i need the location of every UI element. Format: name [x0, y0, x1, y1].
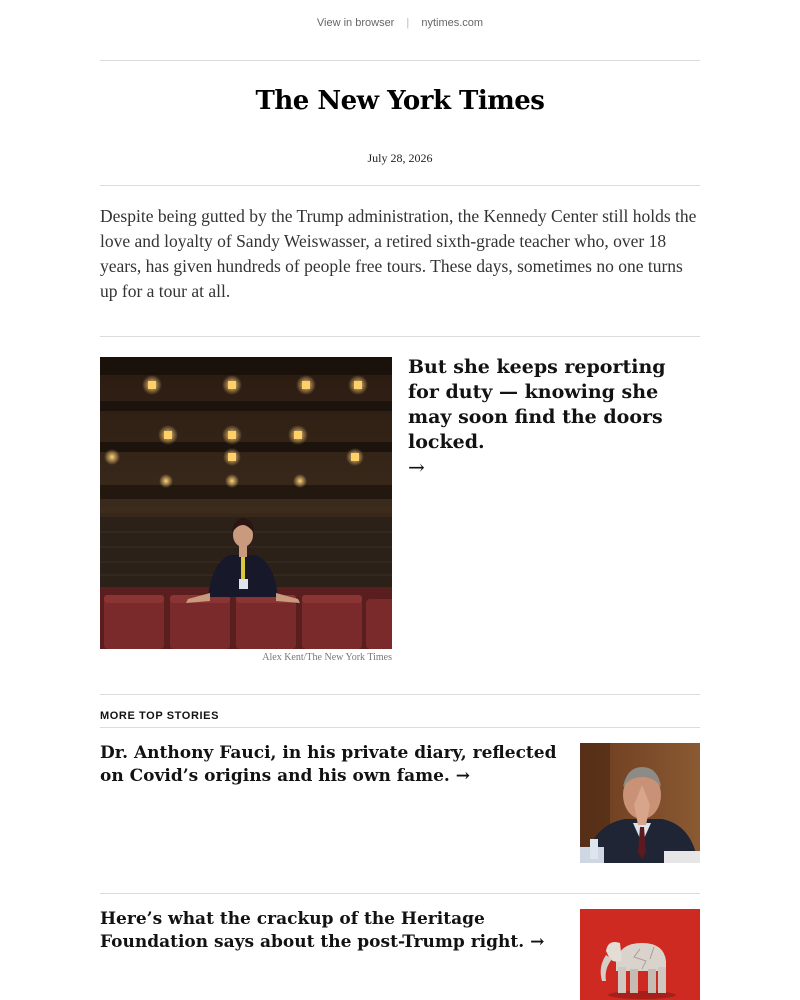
top-bar-separator: |: [406, 17, 410, 29]
divider: [100, 336, 700, 337]
section-label: MORE TOP STORIES: [100, 710, 220, 722]
story-headline: Dr. Anthony Fauci, in his private diary, reflected on Covid’s origins and his own fame.: [100, 743, 557, 786]
divider: [100, 893, 700, 894]
theater-photo-illustration: [100, 357, 392, 649]
story-headline: Here’s what the crackup of the Heritage Foundation says about the post-Trump right.: [100, 909, 525, 952]
divider: [100, 727, 700, 728]
hero-headline-link[interactable]: [408, 355, 700, 480]
photo-credit: Alex Kent/The New York Times: [262, 652, 392, 663]
portrait-photo-illustration: [580, 743, 700, 863]
arrow-right-icon: →: [455, 766, 471, 786]
intro-paragraph: Despite being gutted by the Trump administration, the Kennedy Center still holds the love and loyalty of Sandy Weiswasser, a retired sixth-grade teacher who, over 18 years, has given hundreds of people free tours. These days, sometimes no one turns up for a tour at all.: [100, 206, 697, 301]
hero-photo[interactable]: [100, 357, 392, 649]
divider: [100, 185, 700, 186]
nyt-logo[interactable]: The New York Times: [255, 86, 545, 116]
story-headline-link[interactable]: [100, 742, 560, 788]
elephant-photo-illustration: [580, 909, 700, 1000]
divider: [100, 60, 700, 61]
hero-headline: But she keeps reporting for duty — knowing she may soon find the doors locked.: [408, 356, 666, 453]
divider: [100, 694, 700, 695]
view-in-browser-link[interactable]: View in browser: [316, 17, 395, 29]
story-thumbnail[interactable]: [580, 909, 700, 1000]
newsletter-date: July 28, 2026: [367, 151, 433, 165]
story-headline-link[interactable]: [100, 908, 560, 954]
site-link[interactable]: nytimes.com: [421, 17, 484, 29]
top-bar: [0, 17, 800, 29]
arrow-right-icon: →: [530, 932, 545, 952]
arrow-right-icon: →: [408, 455, 425, 479]
story-thumbnail[interactable]: [580, 743, 700, 863]
